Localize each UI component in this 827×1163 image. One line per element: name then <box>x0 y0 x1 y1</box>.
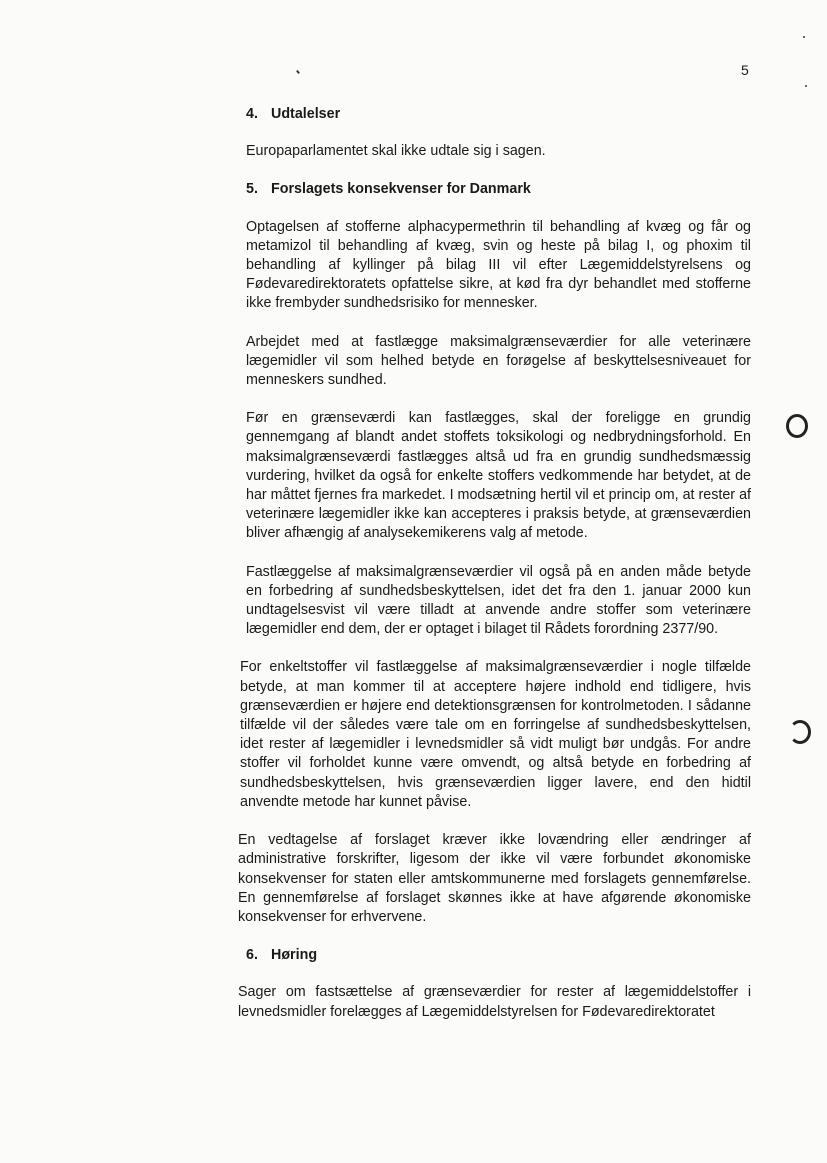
page-number: 5 <box>741 62 749 78</box>
section-title: Høring <box>271 947 318 964</box>
section-number: 6. <box>246 947 258 964</box>
paragraph: Europaparlamentet skal ikke udtale sig i sagen. <box>246 143 546 160</box>
scan-speck <box>803 36 805 38</box>
punch-hole-mark <box>786 414 808 438</box>
section-number: 4. <box>246 106 258 122</box>
document-body <box>238 105 751 1041</box>
section-title: Udtalelser <box>271 106 341 122</box>
punch-hole-mark <box>789 720 811 744</box>
scan-speck <box>805 85 807 87</box>
paragraph: Før en grænseværdi kan fastlægges, skal der foreligge en grundig gennemgang af blandt andet stoffets toksikologi og nedbrydningsforhold. En maksimalgrænseværdi fastlægges altså ud fra en grundig sundhedsmæssig vurdering, hvilket da også for enkelte stoffers vedkommende har betydet, at de har måttet fjernes fra markedet. I modsætning hertil vil et princip om, at rester af veterinære lægemidler ikke kan accepteres i praksis betyde, at grænseværdien bliver afhængig af analysekemikerens valg af metode. <box>246 410 751 542</box>
paragraph: Sager om fastsættelse af grænseværdier for rester af lægemiddelstoffer i levnedsmidler forelægges af Lægemiddelstyrelsen for Fødevaredirektoratet <box>238 984 751 1020</box>
paragraph: For enkeltstoffer vil fastlæggelse af maksimalgrænseværdier i nogle tilfælde betyde, at man kommer til at acceptere højere indhold end tidligere, hvis grænseværdien er højere end detektionsgrænsen for kontrolmetoden. I sådanne tilfælde vil der således være tale om en forringelse af sundhedsbeskyttelsen, idet rester af lægemidler i levnedsmidler så vidt muligt bør undgås. For andre stoffer vil forholdet kunne være omvendt, og altså betyde en forbedring af sundhedsbeskyttelsen, hvis grænseværdien ligger lavere, end den hidtil anvendte metode har kunnet påvise. <box>240 659 751 810</box>
paragraph: Optagelsen af stofferne alphacypermethrin til behandling af kvæg og får og metamizol til behandling af kvæg, svin og heste på bilag I, og phoxim til behandling af kyllinger på bilag III vil efter Lægemiddelstyrelsens og Fødevaredirektoratets opfattelse sikre, at kød fra dyr behandlet med stofferne ikke frembyder sundhedsrisiko for mennesker. <box>246 218 751 312</box>
paragraph: Fastlæggelse af maksimalgrænseværdier vil også på en anden måde betyde en forbedring af sundhedsbeskyttelsen, idet det fra den 1. januar 2000 kun undtagelsesvist vil være tilladt at anvende andre stoffer som veterinære lægemidler end dem, der er optaget i bilaget til Rådets forordning 2377/90. <box>246 563 751 638</box>
section-heading-hoering <box>246 946 751 965</box>
section-heading-udtalelser <box>246 105 751 124</box>
scan-speck <box>296 70 300 74</box>
section-heading-konsekvenser <box>246 180 751 199</box>
paragraph: Arbejdet med at fastlægge maksimalgrænseværdier for alle veterinære lægemidler vil som helhed betyde en forøgelse af beskyttelsesniveauet for menneskers sundhed. <box>246 333 751 389</box>
section-number: 5. <box>246 181 258 198</box>
paragraph: En vedtagelse af forslaget kræver ikke lovændring eller ændringer af administrative forskrifter, ligesom der ikke vil være forbundet økonomiske konsekvenser for staten eller amtskommunerne med forslagets gennemførelse. En gennemførelse af forslaget skønnes ikke at have afgørende økonomiske konsekvenser for erhvervene. <box>238 832 751 925</box>
section-title: Forslagets konsekvenser for Danmark <box>271 181 531 198</box>
